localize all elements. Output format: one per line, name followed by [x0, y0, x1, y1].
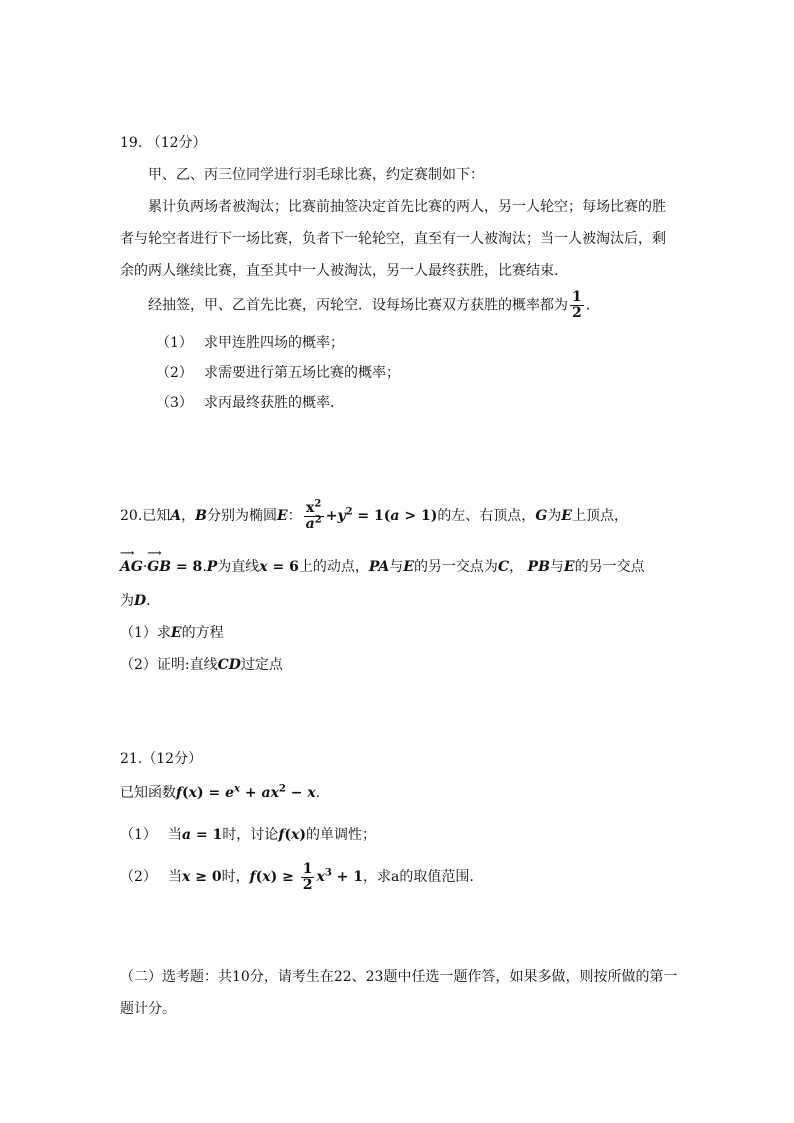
section-2-line-1: （二）选考题：共10分，请考生在22、23题中任选一题作答，如果多做，则按所做的第一	[120, 969, 678, 985]
q19-part-1-number: （1）	[156, 335, 193, 351]
q19-part-2-number: （2）	[156, 365, 193, 381]
q19-part-2	[156, 358, 664, 388]
q21-part-1-a: 当	[168, 827, 182, 843]
q20-part-1-suffix: 的方程	[181, 625, 224, 641]
q20-text-1: 分别为椭圆	[206, 508, 277, 524]
q19-rules-line-2: 者与轮空者进行下一场比赛，负者下一轮轮空，直至有一人被淘汰；当一人被淘汰后，剩	[120, 231, 666, 247]
q19-setup: 经抽签，甲、乙首先比赛，丙轮空．设每场比赛双方获胜的概率都为 $\frac{1}{2}$ .	[148, 289, 591, 321]
section-2-line-2: 题计分。	[120, 1001, 176, 1017]
q21-part-1-number: （1）	[120, 827, 157, 843]
q19-header: 19. （12分）	[120, 135, 207, 151]
q20-text-5: 为直线	[217, 559, 260, 575]
q21-header: 21.（12分）	[120, 751, 203, 767]
q21-part-2-c: ，求a的取值范围.	[363, 869, 474, 885]
q20-text-2: 的左、右顶点，	[437, 508, 536, 524]
q20-text-10: 为	[120, 593, 134, 609]
fraction-one-half: $\frac{1}{2}$	[572, 289, 582, 321]
q20-line-1: 20.已知A，B分别为椭圆E： $\frac{x^2}{a^2}$ $+y^2 = 1(a > 1)$的左、右顶点，G为E上顶点，	[120, 497, 628, 532]
q21-part-2-number: （2）	[120, 869, 157, 885]
q20-line-2: ⟶ AG·⟶ GB = 8.P为直线x = 6上的动点，PA与E的另一交点为C， PB与E的另一交点	[120, 552, 664, 582]
q21-part-2: （2） 当x ≥ 0时，f(x) ≥ $\frac{1}{2}$ $x^3 + 1$，求a的取值范围.	[120, 858, 664, 896]
q20-part-1: （1）求E的方程	[120, 625, 224, 641]
q20-part-2-suffix: 过定点	[240, 657, 283, 673]
q21-part-1: （1） 当a = 1时，讨论f(x)的单调性；	[120, 820, 664, 850]
q20-part-2-text: （2）证明:直线	[120, 657, 218, 673]
q19-part-3-text: 求丙最终获胜的概率.	[204, 395, 335, 411]
q20-prefix: 20.已知	[120, 508, 171, 524]
q20-text-6: 上的动点，	[298, 559, 369, 575]
q20-text-8: 的另一交点为	[413, 559, 498, 575]
q20-text-4: 上顶点，	[571, 508, 628, 524]
q19-part-1-text: 求甲连胜四场的概率；	[204, 335, 344, 351]
q19-part-1	[156, 328, 664, 358]
q19-rules-line-3: 余的两人继续比赛，直至其中一人被淘汰，另一人最终获胜，比赛结束.	[120, 263, 559, 279]
ellipse-x-fraction: $\frac{x^2}{a^2}$	[305, 497, 322, 532]
q20-text-3: 为	[547, 508, 562, 524]
q20-part-2: （2）证明:直线CD过定点	[120, 657, 283, 673]
q19-part-3	[156, 388, 664, 418]
q19-intro: 甲、乙、丙三位同学进行羽毛球比赛，约定赛制如下：	[148, 167, 484, 183]
q20-text-7: 与	[389, 559, 404, 575]
q21-intro-text: 已知函数	[120, 785, 176, 801]
q19-rules-line-1: 累计负两场者被淘汰；比赛前抽签决定首先比赛的两人，另一人轮空；每场比赛的胜	[148, 199, 666, 215]
q21-part-1-c: 的单调性；	[305, 827, 376, 843]
q21-part-1-b: 时，讨论	[222, 827, 279, 843]
q19-part-2-text: 求需要进行第五场比赛的概率；	[204, 365, 400, 381]
q21-intro: 已知函数$f(x) = e^x + ax^2 - x$.	[120, 783, 321, 801]
q21-part-2-b: 时，	[221, 869, 250, 885]
fraction-one-half-2: $\frac{1}{2}$	[302, 860, 313, 893]
q21-part-2-a: 当	[168, 869, 182, 885]
q20-line-3: 为D.	[120, 593, 151, 609]
q19-part-3-number: （3）	[156, 395, 193, 411]
q19-setup-text: 经抽签，甲、乙首先比赛，丙轮空．设每场比赛双方获胜的概率都为	[148, 297, 568, 314]
q20-text-9: 的另一交点	[574, 559, 645, 575]
q20-part-1-text: （1）求	[120, 625, 171, 641]
